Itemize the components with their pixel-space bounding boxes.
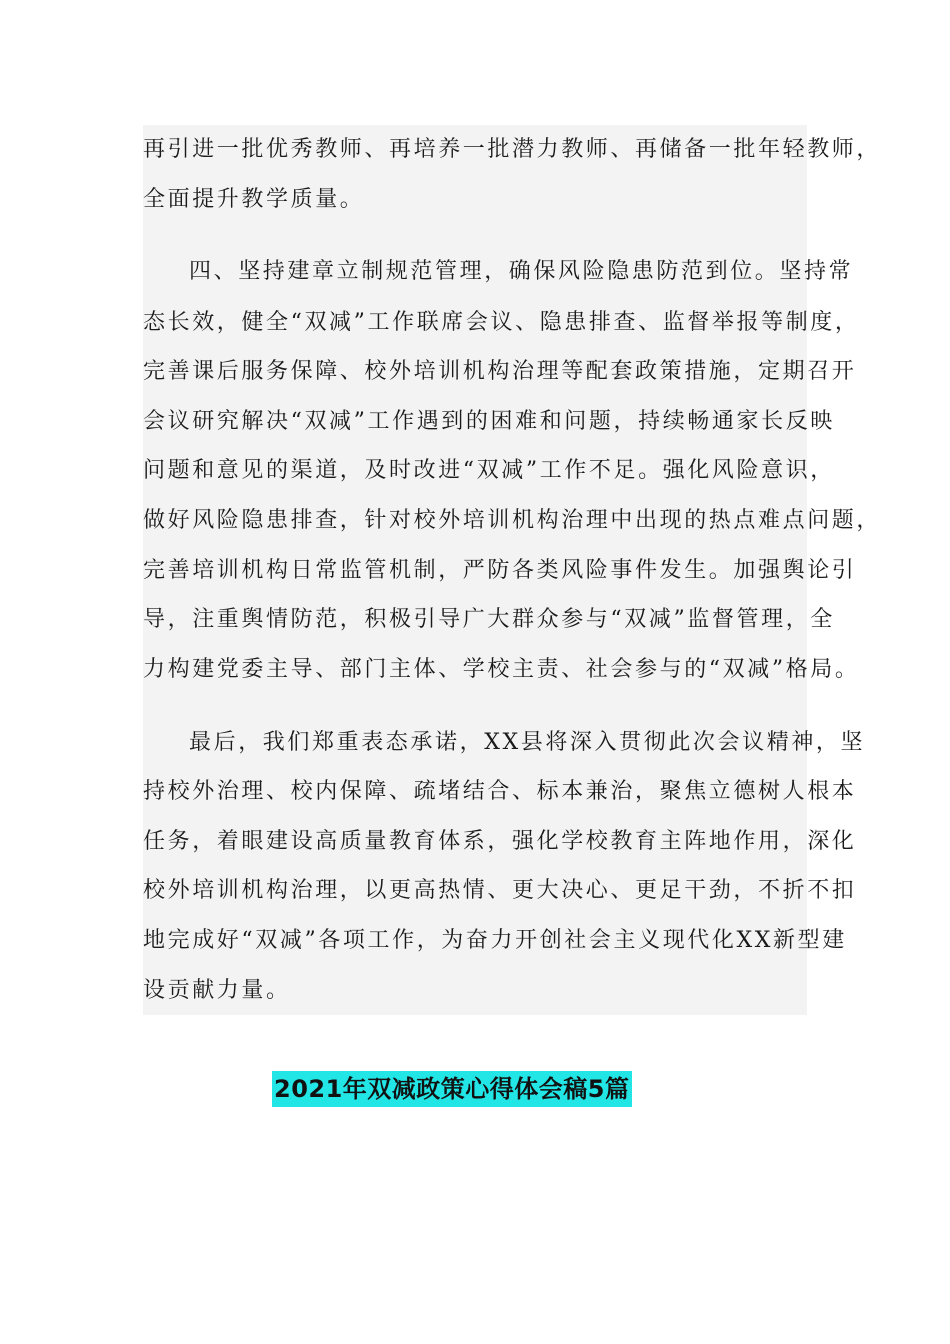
paragraph-line: 问题和意见的渠道，及时改进“双减”工作不足。强化风险意识， <box>143 458 835 483</box>
paragraph-line: 任务，着眼建设高质量教育体系，强化学校教育主阵地作用，深化 <box>143 829 857 854</box>
paragraph-line: 持校外治理、校内保障、疏堵结合、标本兼治，聚焦立德树人根本 <box>143 779 857 804</box>
paragraph-line: 最后，我们郑重表态承诺，XX县将深入贯彻此次会议精神，坚 <box>189 730 866 755</box>
paragraph-line: 会议研究解决“双减”工作遇到的困难和问题，持续畅通家长反映 <box>143 409 835 434</box>
paragraph-line: 导，注重舆情防范，积极引导广大群众参与“双减”监督管理，全 <box>143 607 835 632</box>
document-heading: 2021年双减政策心得体会稿5篇 <box>272 1071 632 1107</box>
paragraph-line: 设贡献力量。 <box>143 978 291 1003</box>
paragraph-line: 做好风险隐患排查，针对校外培训机构治理中出现的热点难点问题， <box>143 508 882 533</box>
paragraph-line: 全面提升教学质量。 <box>143 187 365 212</box>
paragraph-line: 完善培训机构日常监管机制，严防各类风险事件发生。加强舆论引 <box>143 558 857 583</box>
paragraph-line: 四、坚持建章立制规范管理，确保风险隐患防范到位。坚持常 <box>189 259 854 284</box>
paragraph-line: 校外培训机构治理，以更高热情、更大决心、更足干劲，不折不扣 <box>143 878 857 903</box>
paragraph-line: 完善课后服务保障、校外培训机构治理等配套政策措施，定期召开 <box>143 359 857 384</box>
paragraph-line: 态长效，健全“双减”工作联席会议、隐患排查、监督举报等制度， <box>143 310 860 335</box>
paragraph-line: 再引进一批优秀教师、再培养一批潜力教师、再储备一批年轻教师， <box>143 137 882 162</box>
paragraph-line: 地完成好“双减”各项工作，为奋力开创社会主义现代化XX新型建 <box>143 928 847 953</box>
paragraph-line: 力构建党委主导、部门主体、学校主责、社会参与的“双减”格局。 <box>143 657 860 682</box>
